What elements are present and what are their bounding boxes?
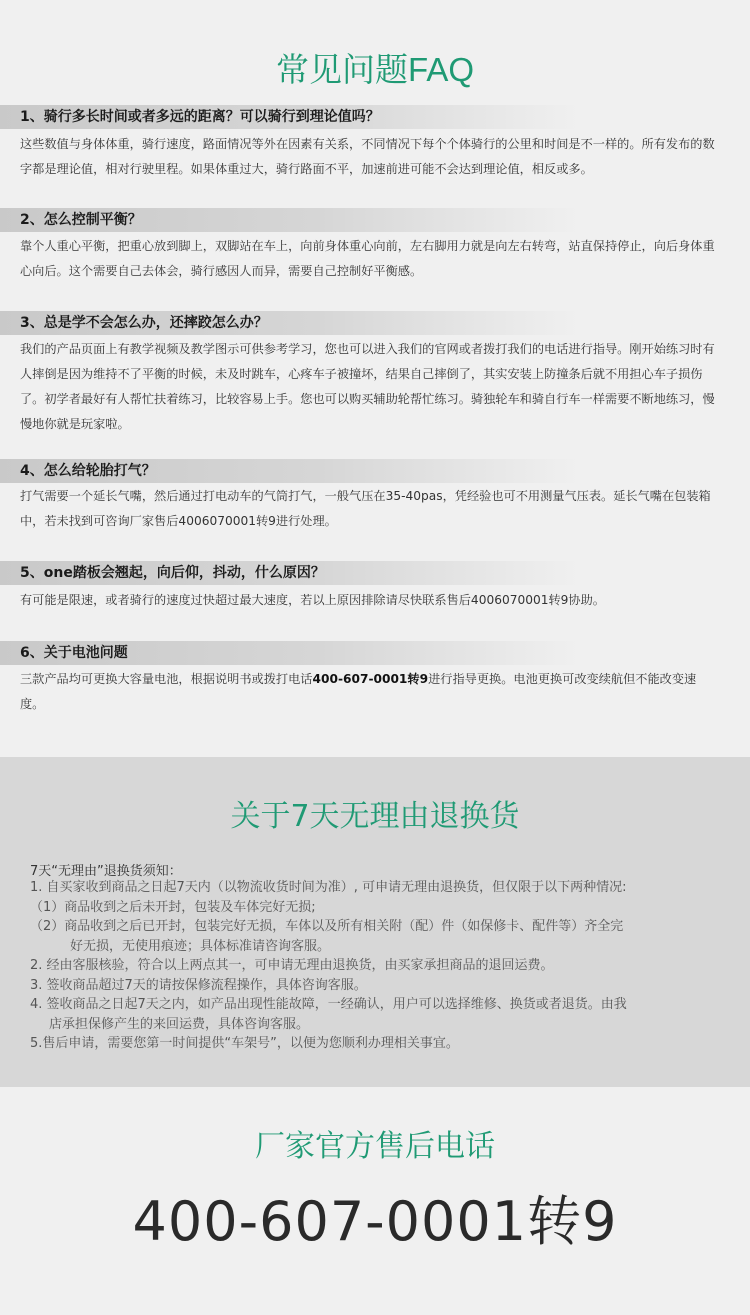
faq-answer-6 [20, 667, 716, 717]
returns-notice-heading: 7天“无理由”退换货须知： [30, 864, 182, 879]
returns-title: 关于7天无理由退换货 [230, 799, 520, 834]
returns-line-1b: （2）商品收到之后已开封，包装完好无损，车体以及所有相关附（配）件（如保修卡、配件等）齐全完 [30, 919, 624, 934]
returns-line-5: 5.售后申请，需要您第一时间提供“车架号”，以便为您顺利办理相关事宜。 [30, 1036, 459, 1051]
returns-line-1: 1. 自买家收到商品之日起7天内（以物流收货时间为准）, 可申请无理由退换货，但仅限于以下两种情况: [30, 880, 627, 895]
faq-question-3: 3、总是学不会怎么办，还摔跤怎么办？ [0, 311, 580, 335]
service-phone: 400-607-0001转9 [132, 1190, 618, 1253]
returns-line-4: 4. 签收商品之日起7天之内，如产品出现性能故障，一经确认，用户可以选择维修、换货或者退货。由我 [30, 997, 627, 1012]
faq-answer-4: 打气需要一个延长气嘴，然后通过打电动车的气筒打气，一般气压在35-40pas，凭经验也可不用测量气压表。延长气嘴在包装箱中，若未找到可咨询厂家售后4006070001转9进行处理。 [20, 489, 711, 528]
faq-answer-3: 我们的产品页面上有教学视频及教学图示可供参考学习，您也可以进入我们的官网或者拨打我们的电话进行指导。刚开始练习时有人摔倒是因为维持不了平衡的时候，未及时跳车，心疼车子被撞坏，结果自己摔倒了，其实安装上防撞条后就不用担心车子损伤了。初学者最好有人帮忙扶着练习，比较容易上手。您也可以购买辅助轮帮忙练习。骑独轮车和骑自行车一样需要不断地练习，慢慢地你就是玩家啦。 [20, 342, 715, 431]
returns-line-2: 2. 经由客服核验，符合以上两点其一，可申请无理由退换货，由买家承担商品的退回运费。 [30, 958, 554, 973]
service-title: 厂家官方售后电话 [255, 1129, 495, 1164]
faq-answer-6-phone: 400-607-0001转9 [312, 672, 429, 686]
returns-line-1a: （1）商品收到之后未开封，包装及车体完好无损; [30, 899, 316, 915]
faq-question-6: 6、关于电池问题 [0, 641, 580, 665]
faq-answer-2: 靠个人重心平衡，把重心放到脚上，双脚站在车上，向前身体重心向前，左右脚用力就是向左右转弯，站直保持停止，向后身体重心向后。这个需要自己去体会，骑行感因人而异，需要自己控制好平衡感。 [20, 239, 715, 278]
faq-answer-5: 有可能是限速，或者骑行的速度过快超过最大速度，若以上原因排除请尽快联系售后4006070001转9协助。 [20, 593, 605, 607]
faq-question-1: 1、骑行多长时间或者多远的距离？可以骑行到理论值吗？ [0, 105, 580, 129]
faq-question-2: 2、怎么控制平衡？ [0, 208, 580, 232]
returns-line-3: 3. 签收商品超过7天的请按保修流程操作，具体咨询客服。 [30, 977, 367, 993]
returns-line-1b-cont: 好无损，无使用痕迹；具体标准请咨询客服。 [70, 938, 331, 954]
returns-list [30, 878, 730, 1054]
faq-answer-6-text-1: 三款产品均可更换大容量电池，根据说明书或拨打电话 [20, 672, 313, 686]
returns-section [0, 757, 750, 1087]
faq-answer-1: 这些数值与身体体重，骑行速度，路面情况等外在因素有关系，不同情况下每个个体骑行的公里和时间是不一样的。所有发布的数字都是理论值，相对行驶里程。如果体重过大，骑行路面不平，加速前进可能不会达到理论值，相反或多。 [20, 137, 715, 176]
faq-answer-6-text-2: 进行指导更换。电池更换可改变续航但不能改变速度。 [20, 672, 697, 711]
returns-line-4-cont: 店承担保修产生的来回运费，具体咨询客服。 [49, 1016, 310, 1032]
service-section [0, 1087, 750, 1315]
faq-question-4: 4、怎么给轮胎打气？ [0, 459, 580, 483]
faq-title: 常见问题FAQ [275, 51, 475, 88]
faq-question-5: 5、one踏板会翘起，向后仰，抖动，什么原因？ [0, 561, 580, 585]
